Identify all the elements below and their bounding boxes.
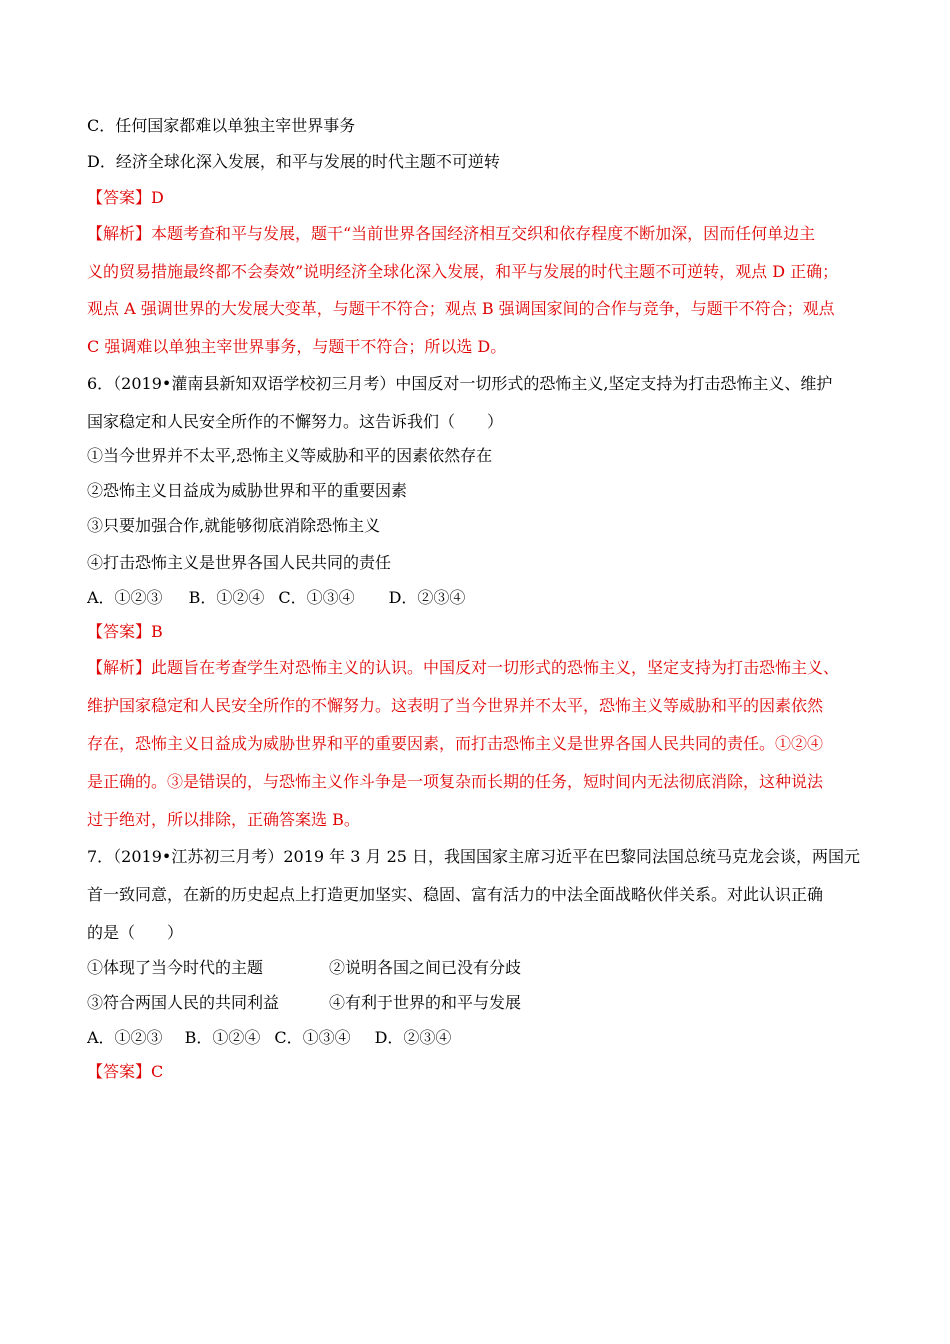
- q7-stem-line: 7．（2019•江苏初三月考）2019 年 3 月 25 日，我国国家主席习近平在巴黎同法国总统马克龙会谈，两国元: [87, 847, 861, 866]
- q5-analysis-line: C 强调难以单独主宰世界事务，与题干不符合；所以选 D。: [87, 337, 507, 356]
- q6-statement: ③只要加强合作,就能够彻底消除恐怖主义: [87, 516, 381, 535]
- q5-analysis-line: 【解析】本题考查和平与发展，题干“当前世界各国经济相互交织和依存程度不断加深，因而任何单边主: [87, 224, 816, 243]
- q7-statements-row: [87, 958, 521, 978]
- q6-analysis-line: 维护国家稳定和人民安全所作的不懈努力。这表明了当今世界并不太平，恐怖主义等威胁和平的因素依然: [87, 696, 824, 715]
- q6-choice-c: C．①③④: [278, 588, 355, 607]
- q7-choices: [87, 1028, 451, 1048]
- q6-choice-a: A．①②③: [87, 588, 163, 607]
- q7-stem-line: 首一致同意，在新的历史起点上打造更加坚实、稳固、富有活力的中法全面战略伙伴关系。对此认识正确: [87, 885, 824, 904]
- q6-choices: [87, 588, 465, 608]
- q6-answer: 【答案】B: [87, 622, 163, 641]
- q7-statement: ①体现了当今时代的主题: [87, 958, 264, 977]
- q7-choice-d: D．②③④: [374, 1028, 452, 1047]
- q7-choice-c: C．①③④: [274, 1028, 351, 1047]
- q5-analysis-line: 观点 A 强调世界的大发展大变革，与题干不符合；观点 B 强调国家间的合作与竞争，与题干不符合；观点: [87, 299, 835, 318]
- q5-analysis-line: 义的贸易措施最终都不会奏效”说明经济全球化深入发展，和平与发展的时代主题不可逆转，观点 D 正确；: [87, 262, 839, 281]
- q6-choice-b: B．①②④: [188, 588, 265, 607]
- q6-stem-line: 6．（2019•灌南县新知双语学校初三月考）中国反对一切形式的恐怖主义,坚定支持为打击恐怖主义、维护: [87, 374, 833, 393]
- q5-option-c: C．任何国家都难以单独主宰世界事务: [87, 116, 356, 135]
- q6-analysis-line: 过于绝对，所以排除，正确答案选 B。: [87, 810, 360, 829]
- q6-choice-d: D．②③④: [388, 588, 466, 607]
- q7-statement: ②说明各国之间已没有分歧: [329, 958, 522, 977]
- q6-stem-line: 国家稳定和人民安全所作的不懈努力。这告诉我们（ ）: [87, 412, 504, 431]
- q7-choice-a: A．①②③: [87, 1028, 163, 1047]
- q7-stem-line: 的是（ ）: [87, 923, 184, 942]
- q7-choice-b: B．①②④: [184, 1028, 261, 1047]
- q6-analysis-line: 【解析】此题旨在考查学生对恐怖主义的认识。中国反对一切形式的恐怖主义，坚定支持为打击恐怖主义、: [87, 658, 840, 677]
- q7-statement: ③符合两国人民的共同利益: [87, 993, 280, 1012]
- q7-answer: 【答案】C: [87, 1062, 164, 1081]
- q6-statement: ①当今世界并不太平,恐怖主义等威胁和平的因素依然存在: [87, 446, 493, 465]
- q6-analysis-line: 是正确的。③是错误的，与恐怖主义作斗争是一项复杂而长期的任务，短时间内无法彻底消除，这种说法: [87, 772, 824, 791]
- q6-statement: ④打击恐怖主义是世界各国人民共同的责任: [87, 553, 392, 572]
- q5-option-d: D．经济全球化深入发展，和平与发展的时代主题不可逆转: [87, 152, 500, 171]
- q7-statement: ④有利于世界的和平与发展: [329, 993, 522, 1012]
- q6-statement: ②恐怖主义日益成为威胁世界和平的重要因素: [87, 481, 408, 500]
- q6-analysis-line: 存在，恐怖主义日益成为威胁世界和平的重要因素，而打击恐怖主义是世界各国人民共同的责任。①②④: [87, 734, 824, 753]
- q5-answer: 【答案】D: [87, 188, 164, 207]
- q7-statements-row: [87, 993, 521, 1013]
